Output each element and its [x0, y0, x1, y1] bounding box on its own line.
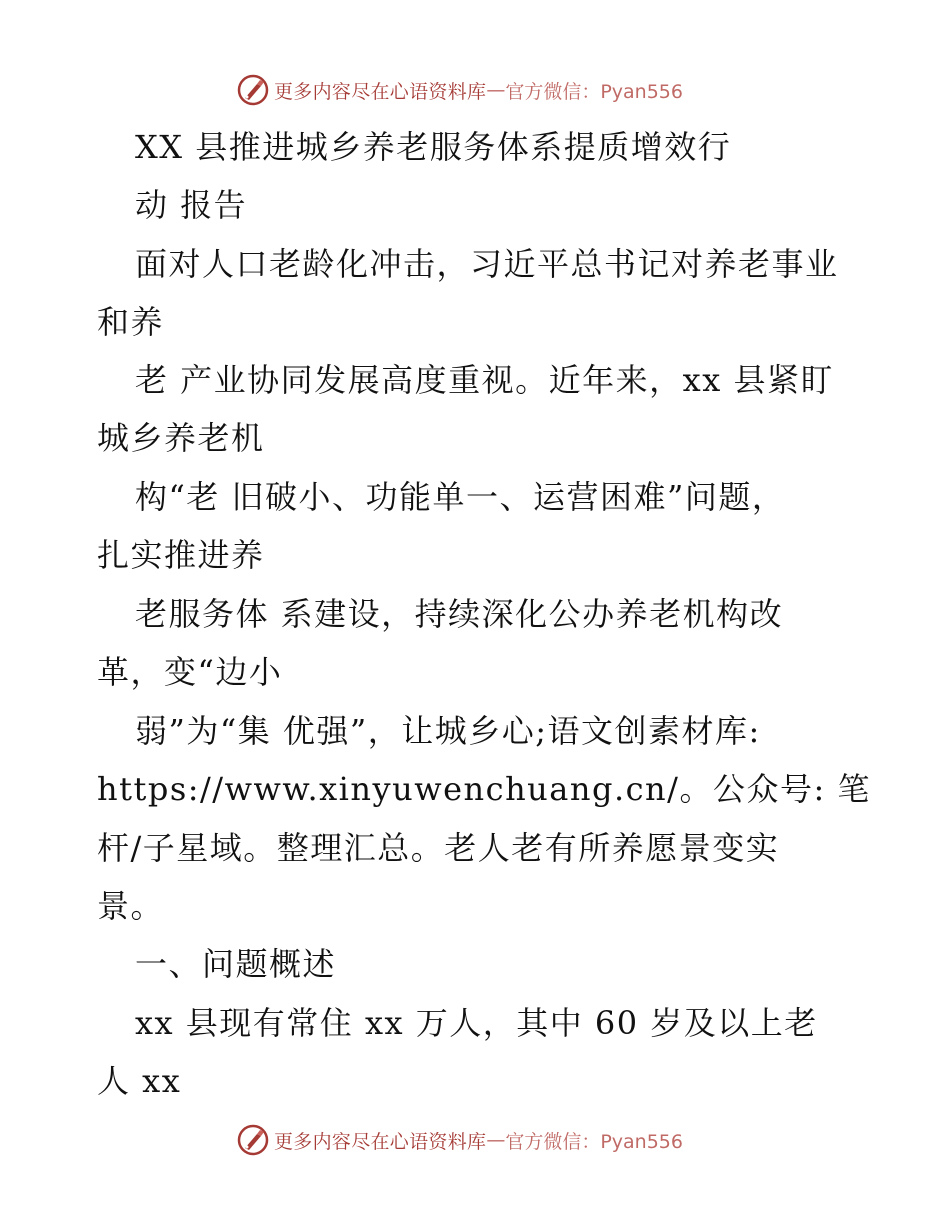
- text-line: 构“老 旧破小、功能单一、运营困难”问题，: [135, 478, 786, 516]
- text-line: 城乡养老机: [97, 419, 265, 457]
- text-line: 弱”为“集 优强”，让城乡心;语文创素材库:: [135, 712, 761, 750]
- text-line: xx 县现有常住 xx 万人，其中 60 岁及以上老: [135, 1004, 818, 1042]
- watermark-contact: 官方微信：Pyan556: [505, 80, 683, 103]
- section-heading: 一、问题概述: [135, 945, 337, 983]
- watermark-text: 更多内容尽在心语资料库: [274, 80, 487, 103]
- text-line: 老 产业协同发展高度重视。近年来，xx 县紧盯: [135, 361, 834, 399]
- text-line: 革，变“边小: [97, 653, 283, 691]
- text-line: 景。: [97, 887, 165, 925]
- document-title-line-2: 动 报告: [135, 186, 248, 224]
- pen-logo-icon: [236, 1123, 270, 1157]
- footer-watermark: [236, 1122, 683, 1158]
- document-title-line-1: XX 县推进城乡养老服务体系提质增效行: [135, 128, 732, 166]
- text-line: 人 xx: [97, 1062, 182, 1100]
- watermark-contact: 官方微信：Pyan556: [505, 1130, 683, 1153]
- text-line: 扎实推进养: [97, 536, 265, 574]
- text-line: 杆/子星域。整理汇总。老人老有所养愿景变实: [97, 829, 780, 867]
- watermark-text: 更多内容尽在心语资料库: [274, 1130, 487, 1153]
- watermark-separator: —: [486, 1129, 506, 1151]
- watermark-separator: —: [486, 79, 506, 101]
- text-line: https://www.xinyuwenchuang.cn/。公众号: 笔: [97, 770, 871, 808]
- text-line: 面对人口老龄化冲击，习近平总书记对养老事业: [135, 245, 839, 283]
- text-line: 老服务体 系建设，持续深化公办养老机构改: [135, 595, 784, 633]
- text-line: 和养: [97, 303, 165, 341]
